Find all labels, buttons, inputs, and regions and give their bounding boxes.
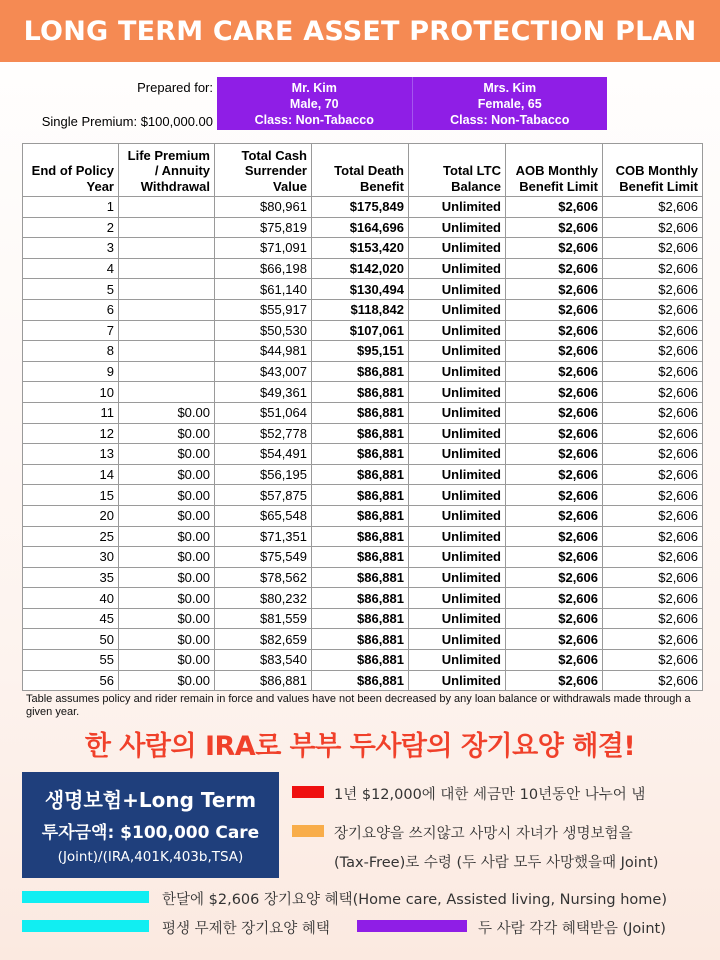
table-cell: 2	[23, 217, 119, 238]
table-cell: $12,000.00	[119, 341, 215, 362]
table-cell: $54,491	[215, 444, 312, 465]
table-cell: $2,606	[603, 464, 703, 485]
table-cell: $55,917	[215, 299, 312, 320]
table-cell: $12,000.00	[119, 299, 215, 320]
table-cell: 10	[23, 382, 119, 403]
table-cell: $2,606	[506, 505, 603, 526]
table-cell: $2,606	[506, 258, 603, 279]
table-row	[23, 629, 703, 650]
legend-cyan-text-1: 한달에 $2,606 장기요양 혜택(Home care, Assisted living, Nursing home)	[162, 892, 668, 908]
table-cell: Unlimited	[409, 485, 506, 506]
table-row	[23, 382, 703, 403]
table-cell: $2,606	[603, 382, 703, 403]
cyan-swatch-1	[22, 891, 149, 903]
page-title: LONG TERM CARE ASSET PROTECTION PLAN	[23, 15, 697, 47]
table-cell: $82,659	[215, 629, 312, 650]
client-detail: Male, 70	[289, 97, 339, 111]
table-cell: $2,606	[506, 382, 603, 403]
table-cell: $0.00	[119, 464, 215, 485]
legend-cyan-text-2: 평생 무제한 장기요양 혜택	[162, 921, 330, 937]
table-cell: Unlimited	[409, 444, 506, 465]
table-cell: $49,361	[215, 382, 312, 403]
table-cell: $2,606	[506, 608, 603, 629]
table-cell: $0.00	[119, 629, 215, 650]
column-header-line: COB Monthly	[615, 163, 698, 178]
table-cell: $50,530	[215, 320, 312, 341]
table-cell: $0.00	[119, 670, 215, 691]
table-cell: 20	[23, 505, 119, 526]
table-cell: 7	[23, 320, 119, 341]
table-cell: $12,000.00	[119, 258, 215, 279]
table-cell: $80,961	[215, 197, 312, 218]
table-cell: $0.00	[119, 650, 215, 671]
table-cell: Unlimited	[409, 608, 506, 629]
column-header	[23, 144, 119, 197]
table-cell: $2,606	[603, 588, 703, 609]
table-cell: $56,195	[215, 464, 312, 485]
table-cell: $2,606	[603, 485, 703, 506]
purple-swatch	[357, 920, 467, 932]
table-cell: $2,606	[603, 217, 703, 238]
orange-swatch	[292, 825, 324, 837]
table-cell: $86,881	[215, 670, 312, 691]
table-cell: $2,606	[506, 629, 603, 650]
client-name: Mr. Kim	[291, 81, 337, 95]
table-cell: $2,606	[603, 505, 703, 526]
table-cell: $2,606	[603, 608, 703, 629]
table-cell: 45	[23, 608, 119, 629]
table-cell: Unlimited	[409, 588, 506, 609]
table-cell: $75,819	[215, 217, 312, 238]
table-row	[23, 505, 703, 526]
column-header	[215, 144, 312, 197]
table-cell: $78,562	[215, 567, 312, 588]
table-cell: Unlimited	[409, 402, 506, 423]
table-cell: $86,881	[312, 423, 409, 444]
table-row	[23, 526, 703, 547]
table-cell: 4	[23, 258, 119, 279]
table-cell: $66,198	[215, 258, 312, 279]
table-cell: 14	[23, 464, 119, 485]
table-row	[23, 567, 703, 588]
table-cell: $86,881	[312, 485, 409, 506]
table-cell: $12,000.00	[119, 217, 215, 238]
column-header-line: Benefit Limit	[619, 178, 698, 194]
table-cell: $2,606	[506, 547, 603, 568]
table-cell: $86,881	[312, 567, 409, 588]
table-cell: 55	[23, 650, 119, 671]
table-row	[23, 608, 703, 629]
column-header-line: Year	[86, 178, 114, 194]
table-cell: Unlimited	[409, 341, 506, 362]
table-cell: $2,606	[603, 402, 703, 423]
table-cell: $80,232	[215, 588, 312, 609]
table-cell: $2,606	[603, 567, 703, 588]
table-cell: $12,000.00	[119, 361, 215, 382]
table-cell: Unlimited	[409, 505, 506, 526]
table-cell: 6	[23, 299, 119, 320]
table-cell: $2,606	[603, 650, 703, 671]
table-cell: 35	[23, 567, 119, 588]
table-cell: $0.00	[119, 444, 215, 465]
table-row	[23, 361, 703, 382]
client-mrs	[412, 77, 608, 130]
table-cell: $52,778	[215, 423, 312, 444]
table-cell: $2,606	[506, 464, 603, 485]
table-cell: Unlimited	[409, 567, 506, 588]
table-cell: $2,606	[603, 423, 703, 444]
client-class: Class: Non-Tabacco	[254, 113, 374, 127]
table-row	[23, 197, 703, 218]
column-header-line: Balance	[451, 178, 501, 194]
table-cell: $2,606	[506, 650, 603, 671]
table-cell: 40	[23, 588, 119, 609]
column-header-line: Withdrawal	[140, 178, 210, 194]
table-cell: $2,606	[506, 299, 603, 320]
cyan-swatch-2	[22, 920, 149, 932]
table-cell: $2,606	[603, 238, 703, 259]
table-cell: $0.00	[119, 567, 215, 588]
table-cell: $86,881	[312, 588, 409, 609]
table-cell: $0.00	[119, 526, 215, 547]
table-cell: $86,881	[312, 361, 409, 382]
table-cell: $2,606	[506, 238, 603, 259]
column-header	[603, 144, 703, 197]
footnote: Table assumes policy and rider remain in force and values have not been decreased by any loan balance or withdrawals made through a given year.	[26, 693, 691, 718]
table-cell: $2,606	[603, 299, 703, 320]
table-row	[23, 464, 703, 485]
table-cell: $86,881	[312, 505, 409, 526]
table-cell: 1	[23, 197, 119, 218]
table-cell: 12	[23, 423, 119, 444]
table-cell: 30	[23, 547, 119, 568]
legend-orange-text-2: (Tax-Free)로 수령 (두 사람 모두 사망했을때 Joint)	[334, 855, 659, 871]
client-mr	[217, 77, 412, 130]
summary-line-3: (Joint)/(IRA,401K,403b,TSA)	[57, 849, 244, 865]
column-header-line: Benefit	[359, 178, 404, 194]
table-cell: $86,881	[312, 382, 409, 403]
table-cell: Unlimited	[409, 382, 506, 403]
table-cell: $86,881	[312, 670, 409, 691]
table-cell: $2,606	[506, 217, 603, 238]
table-cell: $61,140	[215, 279, 312, 300]
table-cell: 15	[23, 485, 119, 506]
table-cell: $2,606	[506, 567, 603, 588]
table-row	[23, 279, 703, 300]
legend-orange-text-1: 장기요양을 쓰지않고 사망시 자녀가 생명보험을	[334, 826, 633, 842]
table-cell: Unlimited	[409, 547, 506, 568]
column-header-line: Life Premium	[127, 147, 210, 163]
table-cell: $0.00	[119, 402, 215, 423]
table-cell: $2,606	[506, 361, 603, 382]
table-cell: $51,064	[215, 402, 312, 423]
table-cell: $2,606	[506, 485, 603, 506]
table-cell: $0.00	[119, 608, 215, 629]
table-cell: $142,020	[312, 258, 409, 279]
table-cell: 9	[23, 361, 119, 382]
summary-line-1: 생명보험+Long Term	[44, 788, 257, 812]
column-header	[506, 144, 603, 197]
table-cell: $0.00	[119, 547, 215, 568]
table-cell: Unlimited	[409, 629, 506, 650]
table-cell: $2,606	[506, 670, 603, 691]
table-cell: Unlimited	[409, 217, 506, 238]
table-row	[23, 320, 703, 341]
table-cell: $86,881	[312, 547, 409, 568]
table-cell: $0.00	[119, 588, 215, 609]
table-row	[23, 402, 703, 423]
table-cell: $2,606	[506, 423, 603, 444]
legend-purple-text: 두 사람 각각 혜택받음 (Joint)	[478, 921, 666, 937]
table-row	[23, 299, 703, 320]
red-swatch	[292, 786, 324, 798]
table-cell: $2,606	[603, 258, 703, 279]
column-header	[119, 144, 215, 197]
table-cell: 25	[23, 526, 119, 547]
table-row	[23, 444, 703, 465]
column-header-line: End of Policy	[31, 163, 114, 178]
table-cell: 5	[23, 279, 119, 300]
table-cell: $2,606	[603, 629, 703, 650]
benefit-table	[22, 143, 703, 691]
table-row	[23, 588, 703, 609]
table-cell: $86,881	[312, 464, 409, 485]
summary-line-2: 투자금액: $100,000 Care	[41, 823, 260, 843]
table-row	[23, 341, 703, 362]
column-header-line: Total Cash	[241, 147, 307, 163]
table-cell: $86,881	[312, 629, 409, 650]
table-cell: $153,420	[312, 238, 409, 259]
column-header-line: Total LTC	[442, 163, 501, 178]
table-cell: $2,606	[603, 361, 703, 382]
table-cell: Unlimited	[409, 526, 506, 547]
table-cell: $2,606	[603, 341, 703, 362]
column-header-line: AOB Monthly	[515, 163, 598, 178]
table-cell: $2,606	[603, 547, 703, 568]
table-cell: $44,981	[215, 341, 312, 362]
table-row	[23, 547, 703, 568]
table-cell: $2,606	[506, 444, 603, 465]
table-cell: $81,559	[215, 608, 312, 629]
table-cell: Unlimited	[409, 197, 506, 218]
table-row	[23, 650, 703, 671]
client-name: Mrs. Kim	[483, 81, 537, 95]
table-row	[23, 238, 703, 259]
column-header	[409, 144, 506, 197]
client-box	[217, 77, 607, 130]
table-cell: $2,606	[506, 320, 603, 341]
table-cell: $57,875	[215, 485, 312, 506]
table-cell: 13	[23, 444, 119, 465]
table-cell: $0.00	[119, 485, 215, 506]
table-cell: $2,606	[603, 279, 703, 300]
table-cell: $86,881	[312, 526, 409, 547]
prepared-for-label: Prepared for:	[137, 80, 213, 95]
table-cell: $12,000.00	[119, 279, 215, 300]
table-cell: $2,606	[603, 197, 703, 218]
table-cell: $2,606	[506, 588, 603, 609]
table-row	[23, 258, 703, 279]
summary-box	[22, 772, 279, 878]
table-row	[23, 485, 703, 506]
table-cell: $0.00	[119, 505, 215, 526]
table-cell: Unlimited	[409, 238, 506, 259]
table-cell: 56	[23, 670, 119, 691]
table-cell: $118,842	[312, 299, 409, 320]
table-cell: 50	[23, 629, 119, 650]
column-header	[312, 144, 409, 197]
client-detail: Female, 65	[477, 97, 542, 111]
table-cell: Unlimited	[409, 670, 506, 691]
title-banner	[0, 0, 720, 62]
table-cell: $2,606	[506, 526, 603, 547]
table-cell: $43,007	[215, 361, 312, 382]
table-cell: Unlimited	[409, 464, 506, 485]
column-header-line: Total Death	[334, 163, 404, 178]
client-class: Class: Non-Tabacco	[450, 113, 570, 127]
table-cell: Unlimited	[409, 361, 506, 382]
table-cell: Unlimited	[409, 258, 506, 279]
table-cell: $86,881	[312, 650, 409, 671]
table-cell: $164,696	[312, 217, 409, 238]
table-cell: 3	[23, 238, 119, 259]
table-row	[23, 423, 703, 444]
table-cell: $86,881	[312, 444, 409, 465]
table-cell: $2,606	[506, 197, 603, 218]
column-header-line: / Annuity	[154, 163, 210, 178]
table-cell: Unlimited	[409, 320, 506, 341]
table-row	[23, 670, 703, 691]
table-cell: $86,881	[312, 402, 409, 423]
table-cell: $86,881	[312, 608, 409, 629]
table-cell: Unlimited	[409, 279, 506, 300]
table-cell: $0.00	[119, 423, 215, 444]
single-premium-label: Single Premium: $100,000.00	[41, 114, 213, 129]
table-cell: $12,000.00	[119, 197, 215, 218]
table-cell: $75,549	[215, 547, 312, 568]
table-cell: $2,606	[506, 341, 603, 362]
table-cell: $175,849	[312, 197, 409, 218]
table-cell: 11	[23, 402, 119, 423]
table-cell: Unlimited	[409, 423, 506, 444]
table-cell: $12,000.00	[119, 320, 215, 341]
table-cell: $71,351	[215, 526, 312, 547]
table-cell: 8	[23, 341, 119, 362]
table-cell: $12,000.00	[119, 382, 215, 403]
table-cell: $2,606	[506, 279, 603, 300]
column-header-line: Benefit Limit	[519, 178, 598, 194]
table-cell: $71,091	[215, 238, 312, 259]
table-cell: $65,548	[215, 505, 312, 526]
column-header-line: Surrender	[244, 163, 307, 178]
table-cell: $107,061	[312, 320, 409, 341]
table-cell: $12,000.00	[119, 238, 215, 259]
table-cell: $2,606	[603, 670, 703, 691]
headline: 한 사람의 IRA로 부부 두사람의 장기요양 해결!	[84, 731, 636, 762]
table-cell: $2,606	[603, 320, 703, 341]
table-cell: $130,494	[312, 279, 409, 300]
table-cell: $2,606	[603, 526, 703, 547]
table-cell: Unlimited	[409, 650, 506, 671]
legend-red-text: 1년 $12,000에 대한 세금만 10년동안 나누어 냄	[334, 787, 646, 803]
column-header-line: Value	[273, 178, 307, 194]
table-cell: $2,606	[603, 444, 703, 465]
table-cell: $95,151	[312, 341, 409, 362]
table-row	[23, 217, 703, 238]
table-body	[23, 197, 703, 691]
table-cell: $2,606	[506, 402, 603, 423]
table-cell: Unlimited	[409, 299, 506, 320]
table-header-row	[23, 144, 703, 197]
table-cell: $83,540	[215, 650, 312, 671]
